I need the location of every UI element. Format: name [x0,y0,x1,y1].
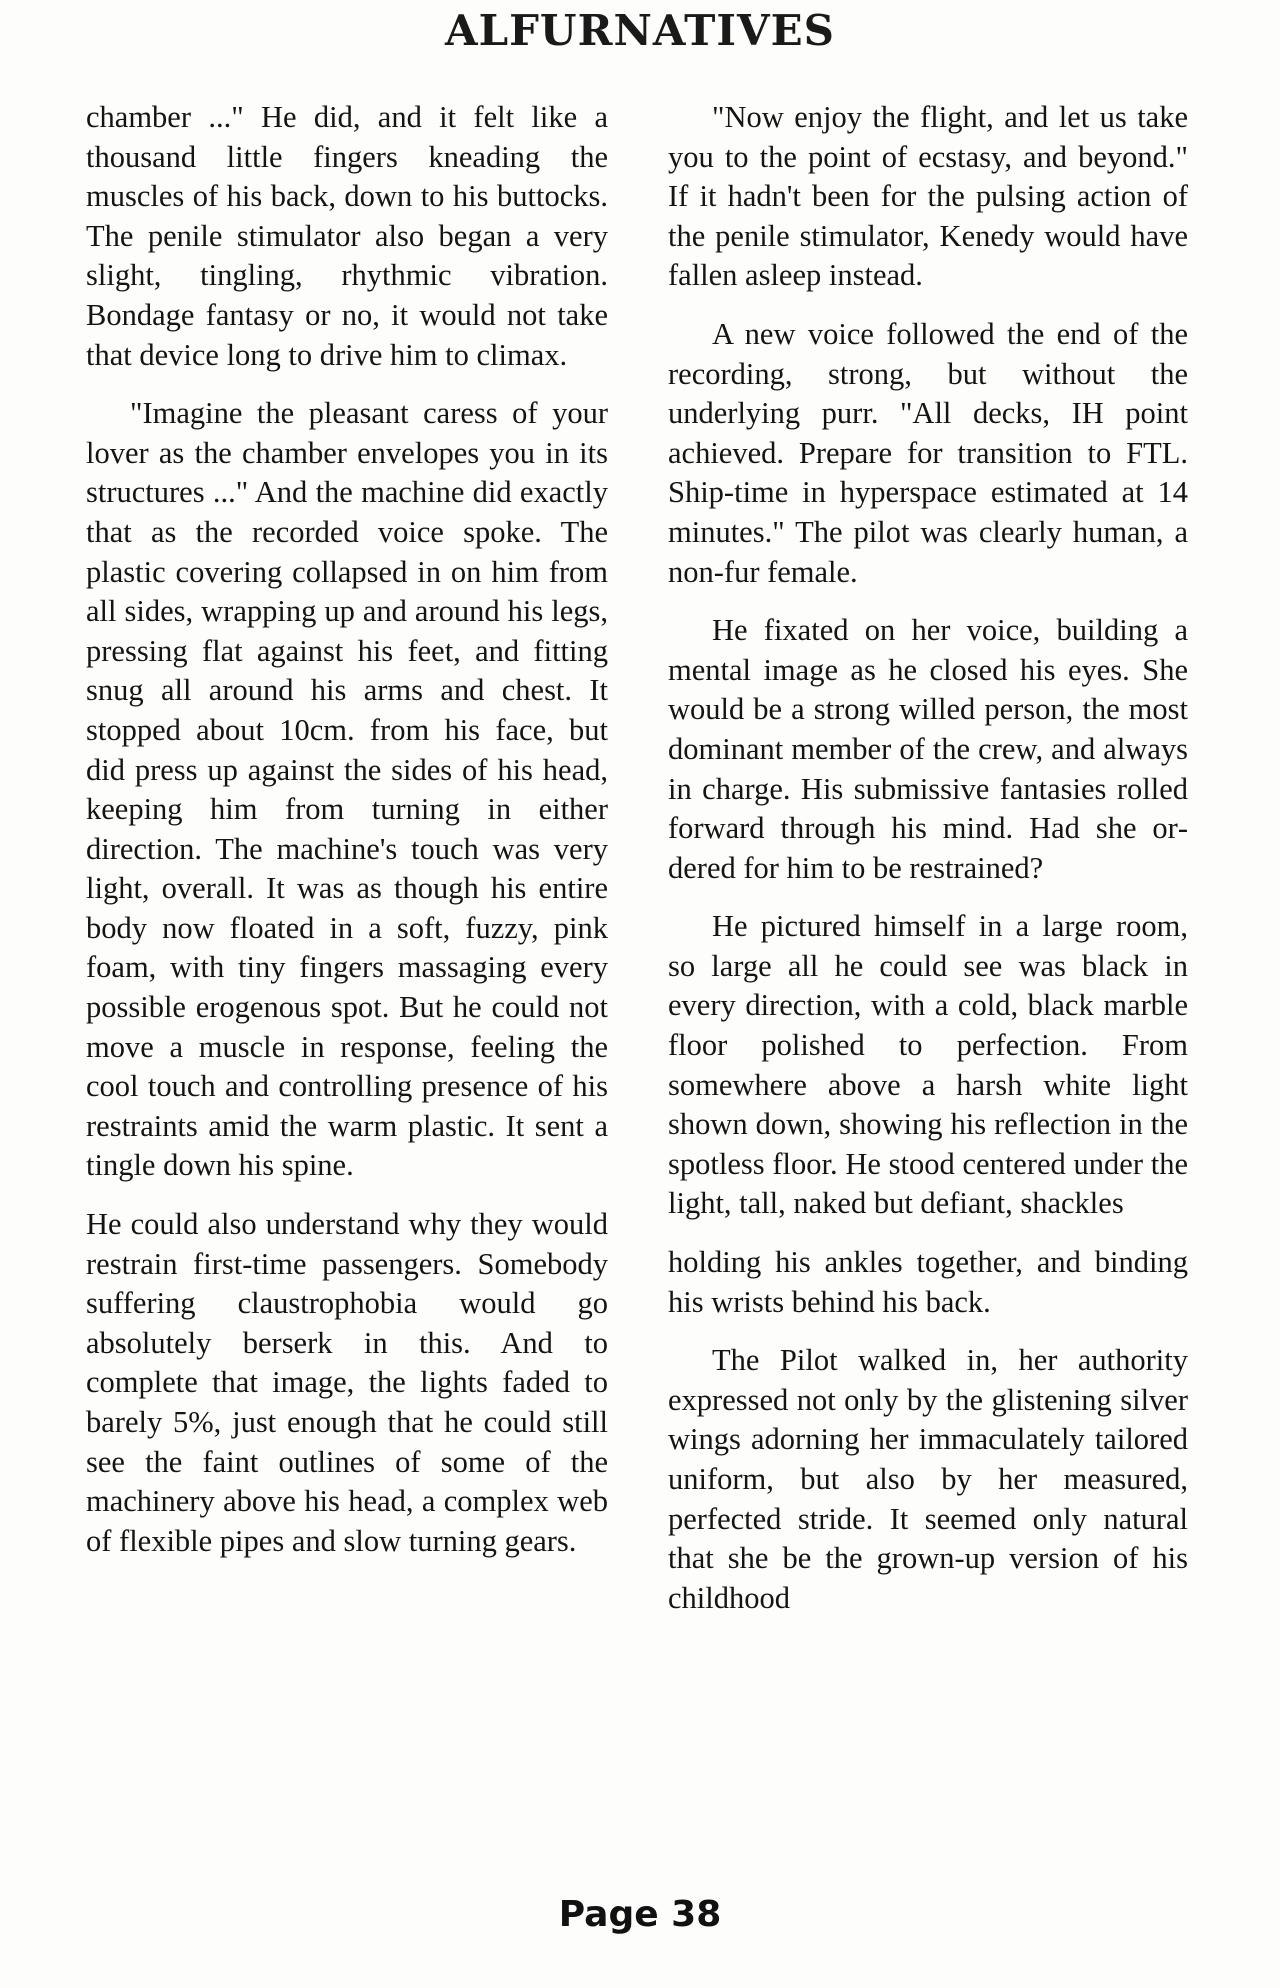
right-text-column [668,98,1188,1637]
left-paragraph-3: He could also understand why they would restrain first-time passengers. Somebody suffering claustrophobia would go absolutely berserk in this. And to complete that image, the lights faded to barely 5%, just enough that he could still see the faint outlines of some of the machinery above his head, a complex web of flexible pipes and slow turning gears. [86,1207,608,1558]
left-paragraph-1: chamber ..." He did, and it felt like a thousand little fingers kneading the muscles of his back, down to his buttocks. The penile stimulator also began a very slight, tingling, rhythmic vibration. Bondage fantasy or no, it would not take that device long to drive him to climax. [86,100,608,372]
page-number: Page 38 [558,1894,722,1935]
right-paragraph-4: He pictured himself in a large room, so large all he could see was black in every direction, with a cold, black marble floor polished to perfection. From somewhere above a harsh white light shown down, showing his reflection in the spotless floor. He stood centered under the light, tall, naked but defiant, shackles [668,909,1188,1221]
left-paragraph-2: "Imagine the pleasant caress of your lover as the chamber envelopes you in its structures ..." And the machine did exactly that as the recorded voice spoke. The plastic covering collapsed in on him from all sides, wrapping up and around his legs, pressing flat against his feet, and fitting snug all around his arms and chest. It stopped about 10cm. from his face, but did press up against the sides of his head, keeping him from turning in either direction. The machine's touch was very light, overall. It was as though his entire body now floated in a soft, fuzzy, pink foam, with tiny fingers massaging every possible erogenous spot. But he could not move a muscle in response, feeling the cool touch and controlling presence of his restraints amid the warm plastic. It sent a tingle down his spine. [86,396,608,1183]
right-paragraph-2: A new voice followed the end of the recording, strong, but without the underlying purr. "All decks, IH point achieved. Prepare for transition to FTL. Ship-time in hyperspace estimated at 14 minutes." The pilot was clearly human, a non-fur female. [668,316,1188,589]
page-header-title: ALFURNATIVES [445,6,835,55]
right-paragraph-3: He fixated on her voice, building a mental image as he closed his eyes. She would be a strong willed person, the most dominant member of the crew, and always in charge. His submissive fantasies rolled forward through his mind. Had she ordered for him to be restrained? [668,613,1188,885]
left-text-column [86,98,608,1580]
right-paragraph-6: The Pilot walked in, her authority expressed not only by the glistening silver wings adorning her immaculately tailored uniform, but also by her measured, perfected stride. It seemed only natural that she be the grown-up version of his childhood [668,1343,1188,1615]
right-paragraph-5: holding his ankles together, and binding his wrists behind his back. [668,1245,1188,1319]
right-paragraph-1: "Now enjoy the flight, and let us take you to the point of ecstasy, and beyond." If it hadn't been for the pulsing action of the penile stimulator, Kenedy would have fallen asleep instead. [668,100,1188,293]
